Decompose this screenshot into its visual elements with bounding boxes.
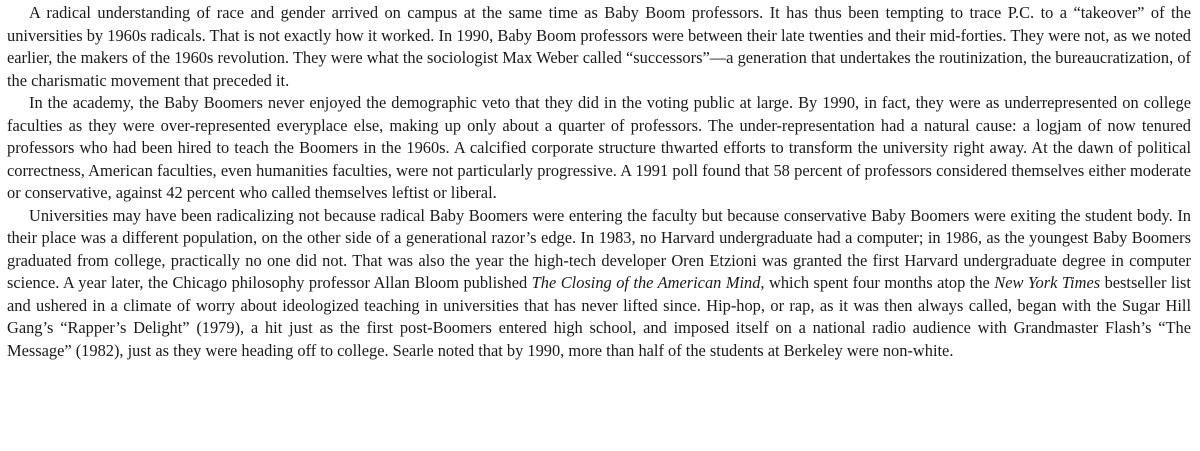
paragraph-3 [7, 205, 1191, 363]
paragraph-2 [7, 92, 1191, 205]
paragraph-1 [7, 2, 1191, 92]
paragraph-text: bestseller list and ushered in a climate of worry about ideologized teaching in universities that has never lifted since. Hip-hop, or rap, as it was then always called, began with the Sugar Hill Gang’s “Rapper’s Delight” (1979), a hit just as the first post-Boomers entered high school, and imposed itself on a national radio audience with Grandmaster Flash’s “The Message” (1982), just as they were heading off to college. Searle noted that by 1990, more than half of the students at Berkeley were non-white. [7, 273, 1191, 360]
paragraph-text: Universities may have been radicalizing not because radical Baby Boomers were entering the faculty but because conservative Baby Boomers were exiting the student body. In their place was a different population, on the other side of a generational razor’s edge. In 1983, no Harvard undergraduate had a computer; in 1986, as the youngest Baby Boomers graduated from college, practically no one did not. That was also the year the high-tech developer Oren Etzioni was granted the first Harvard undergraduate degree in computer science. A year later, the Chicago philosophy professor Allan Bloom published [7, 205, 1191, 292]
paragraph-text: , which spent four months atop the [760, 273, 995, 292]
newspaper-title: New York Times [994, 273, 1101, 292]
book-title: The Closing of the American Mind [531, 273, 761, 292]
paragraph-text: In the academy, the Baby Boomers never enjoyed the demographic veto that they did in the voting public at large. By 1990, in fact, they were as underrepresented on college faculties as they were over-represented everyplace else, making up only about a quarter of professors. The under-representation had a natural cause: a logjam of now tenured professors who had been hired to teach the Boomers in the 1960s. A calcified corporate structure thwarted efforts to transform the university right away. At the dawn of political correctness, American faculties, even humanities faculties, were not particularly progressive. A 1991 poll found that 58 percent of professors considered themselves either moderate or conservative, against 42 percent who called themselves leftist or liberal. [7, 93, 1191, 202]
paragraph-text: A radical understanding of race and gender arrived on campus at the same time as Baby Boom professors. It has thus been tempting to trace P.C. to a “takeover” of the universities by 1960s radicals. That is not exactly how it worked. In 1990, Baby Boom professors were between their late twenties and their mid-forties. They were not, as we noted earlier, the makers of the 1960s revolution. They were what the sociologist Max Weber called “successors”—a generation that undertakes the routinization, the bureaucratization, of the charismatic movement that preceded it. [7, 3, 1191, 90]
